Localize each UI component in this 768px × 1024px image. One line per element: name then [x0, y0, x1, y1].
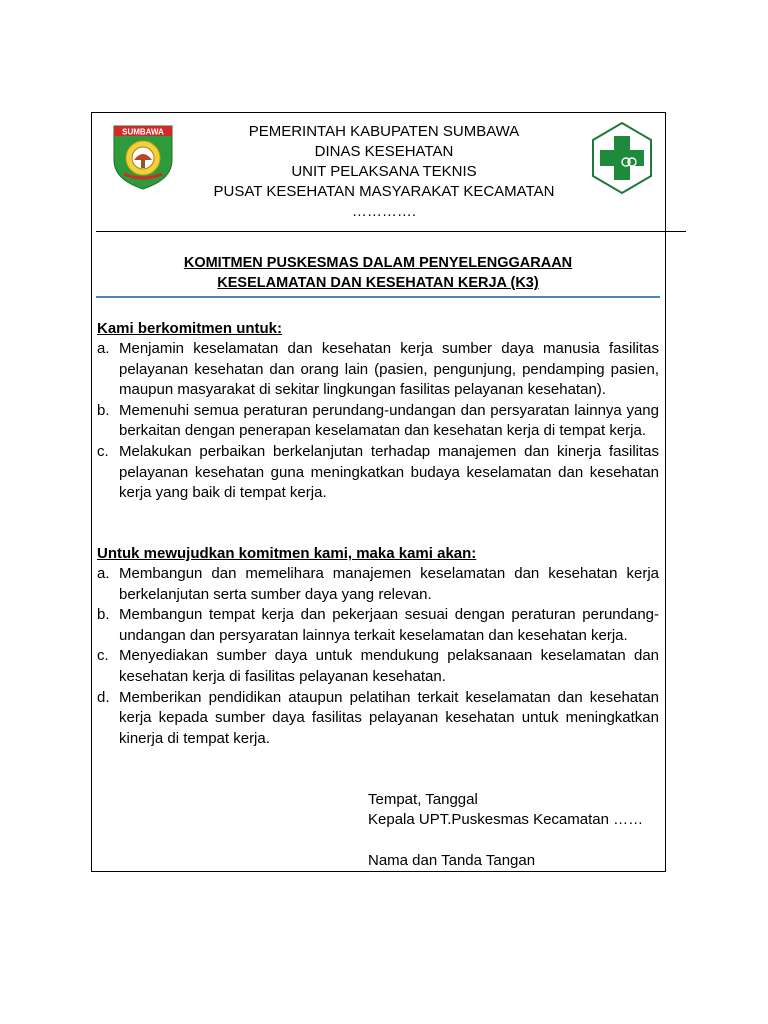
- section1-heading: Kami berkomitmen untuk:: [97, 320, 283, 337]
- svg-text:SUMBAWA: SUMBAWA: [122, 127, 164, 137]
- list-item: c. Melakukan perbaikan berkelanjutan terhadap manajemen dan kinerja fasilitas pelayanan kesehatan guna meningkatkan budaya keselamatan dan kesehatan kerja yang baik di tempat kerja.: [97, 442, 659, 502]
- list-item: b. Membangun tempat kerja dan pekerjaan sesuai dengan peraturan perundang-undangan dan persyaratan lainnya terkait keselamatan dan kesehatan kerja.: [97, 606, 659, 644]
- header-district-placeholder: ………….: [351, 203, 417, 220]
- list-item: a. Menjamin keselamatan dan kesehatan kerja sumber daya manusia fasilitas pelayanan kesehatan dan orang lain (pasien, pengunjung, pendamping pasien, maupun masyarakat di sekitar lingkungan fasilitas pelayanan kesehatan).: [97, 340, 659, 399]
- title-line-2: KESELAMATAN DAN KESEHATAN KERJA (K3): [217, 275, 539, 291]
- header-unit: UNIT PELAKSANA TEKNIS: [291, 163, 477, 180]
- list-item: b. Memenuhi semua peraturan perundang-undangan dan persyaratan lainnya yang berkaitan dengan penerapan keselamatan dan kesehatan kerja di tempat kerja.: [97, 401, 659, 440]
- header-agency: DINAS KESEHATAN: [314, 143, 454, 160]
- signature-name: Nama dan Tanda Tangan: [368, 852, 536, 869]
- letterhead: [178, 122, 590, 222]
- section2-heading: Untuk mewujudkan komitmen kami, maka kami akan:: [97, 545, 477, 562]
- list-item: d. Memberikan pendidikan ataupun pelatihan terkait keselamatan dan kesehatan kerja kepada sumber daya fasilitas pelayanan kesehatan untuk meningkatkan kinerja di tempat kerja.: [97, 688, 659, 747]
- header-center: PUSAT KESEHATAN MASYARAKAT KECAMATAN: [213, 183, 555, 200]
- header-government: PEMERINTAH KABUPATEN SUMBAWA: [248, 123, 520, 140]
- header-divider: [96, 231, 686, 232]
- section2-list: [97, 564, 659, 749]
- signature-place-date: Tempat, Tanggal: [368, 791, 478, 808]
- signature-position: Kepala UPT.Puskesmas Kecamatan ……: [368, 811, 644, 828]
- puskesmas-logo: [591, 122, 653, 194]
- list-item: a. Membangun dan memelihara manajemen keselamatan dan kesehatan kerja berkelanjutan serta sumber daya yang relevan.: [97, 565, 659, 603]
- section1-list: [97, 339, 659, 504]
- title-line-1: KOMITMEN PUSKESMAS DALAM PENYELENGGARAAN: [183, 255, 573, 271]
- list-item: c. Menyediakan sumber daya untuk mendukung pelaksanaan keselamatan dan kesehatan kerja di fasilitas pelayanan kesehatan.: [97, 647, 659, 685]
- title-divider: [96, 296, 660, 298]
- sumbawa-emblem-logo: [112, 122, 174, 190]
- document-title: [96, 253, 660, 293]
